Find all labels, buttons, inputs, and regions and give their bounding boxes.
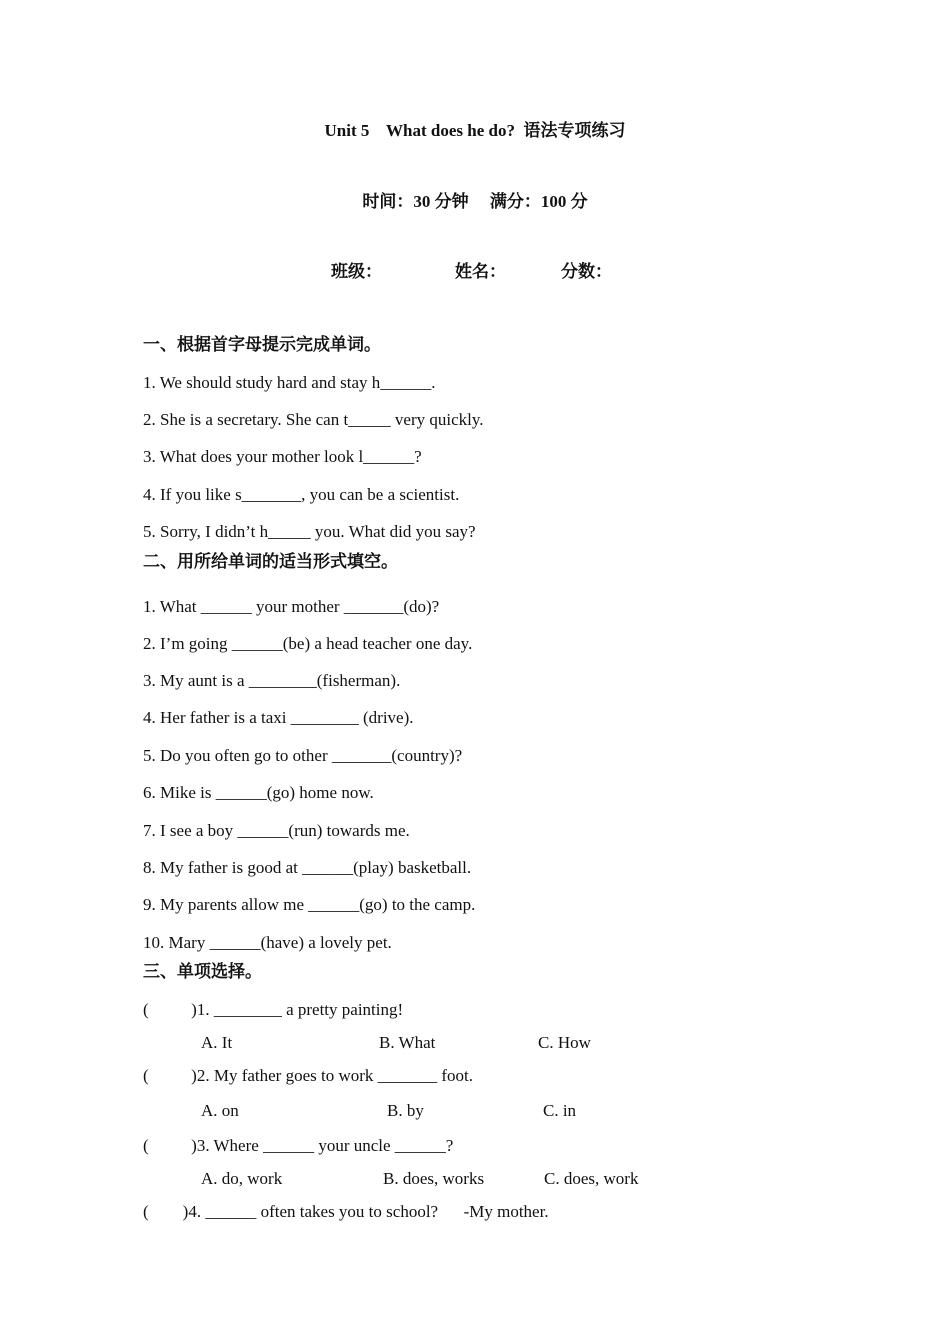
question-1-option-a: A. It [201,1033,233,1052]
question-2-stem: ( )2. My father goes to work _______ foot. [143,1066,474,1085]
section-2-item: 1. What ______ your mother _______(do)? [143,597,440,616]
question-2-option-a: A. on [201,1101,239,1120]
section-2-item: 6. Mike is ______(go) home now. [143,783,374,802]
section-2-item: 10. Mary ______(have) a lovely pet. [143,933,392,952]
time-and-score-info: 时间：30 分钟 满分：100 分 [362,192,588,211]
section-1-item: 5. Sorry, I didn’t h_____ you. What did you say? [143,522,476,541]
question-1-stem: ( )1. ________ a pretty painting! [143,1000,404,1019]
question-1-option-b: B. What [379,1033,436,1052]
section-1-heading: 一、根据首字母提示完成单词。 [143,335,381,355]
name-label: 姓名： [455,262,506,281]
section-1-item: 3. What does your mother look l______? [143,447,422,466]
question-1-option-c: C. How [538,1033,591,1052]
section-2-item: 7. I see a boy ______(run) towards me. [143,821,410,840]
question-3-option-b: B. does, works [383,1169,485,1188]
section-2-item: 3. My aunt is a ________(fisherman). [143,671,401,690]
class-label: 班级： [331,262,382,281]
score-label: 分数： [561,262,612,281]
worksheet-title: Unit 5 What does he do? 语法专项练习 [324,121,626,140]
question-4-stem: ( )4. ______ often takes you to school? -My mother. [143,1202,549,1221]
question-2-option-b: B. by [387,1101,424,1120]
section-2-item: 9. My parents allow me ______(go) to the camp. [143,895,476,914]
question-2-option-c: C. in [543,1101,577,1120]
section-2-item: 8. My father is good at ______(play) basketball. [143,858,472,877]
question-3-option-c: C. does, work [544,1169,639,1188]
section-1-item: 4. If you like s_______, you can be a scientist. [143,485,460,504]
section-1-item: 2. She is a secretary. She can t_____ very quickly. [143,410,484,429]
section-2-heading: 二、用所给单词的适当形式填空。 [143,552,398,572]
section-2-item: 2. I’m going ______(be) a head teacher one day. [143,634,473,653]
question-3-option-a: A. do, work [201,1169,283,1188]
section-2-item: 4. Her father is a taxi ________ (drive). [143,708,414,727]
student-info-fields [0,257,950,283]
question-3-stem: ( )3. Where ______ your uncle ______? [143,1136,454,1155]
section-2-item: 5. Do you often go to other _______(country)? [143,746,463,765]
section-1-item: 1. We should study hard and stay h______. [143,373,436,392]
section-3-heading: 三、单项选择。 [143,962,262,982]
